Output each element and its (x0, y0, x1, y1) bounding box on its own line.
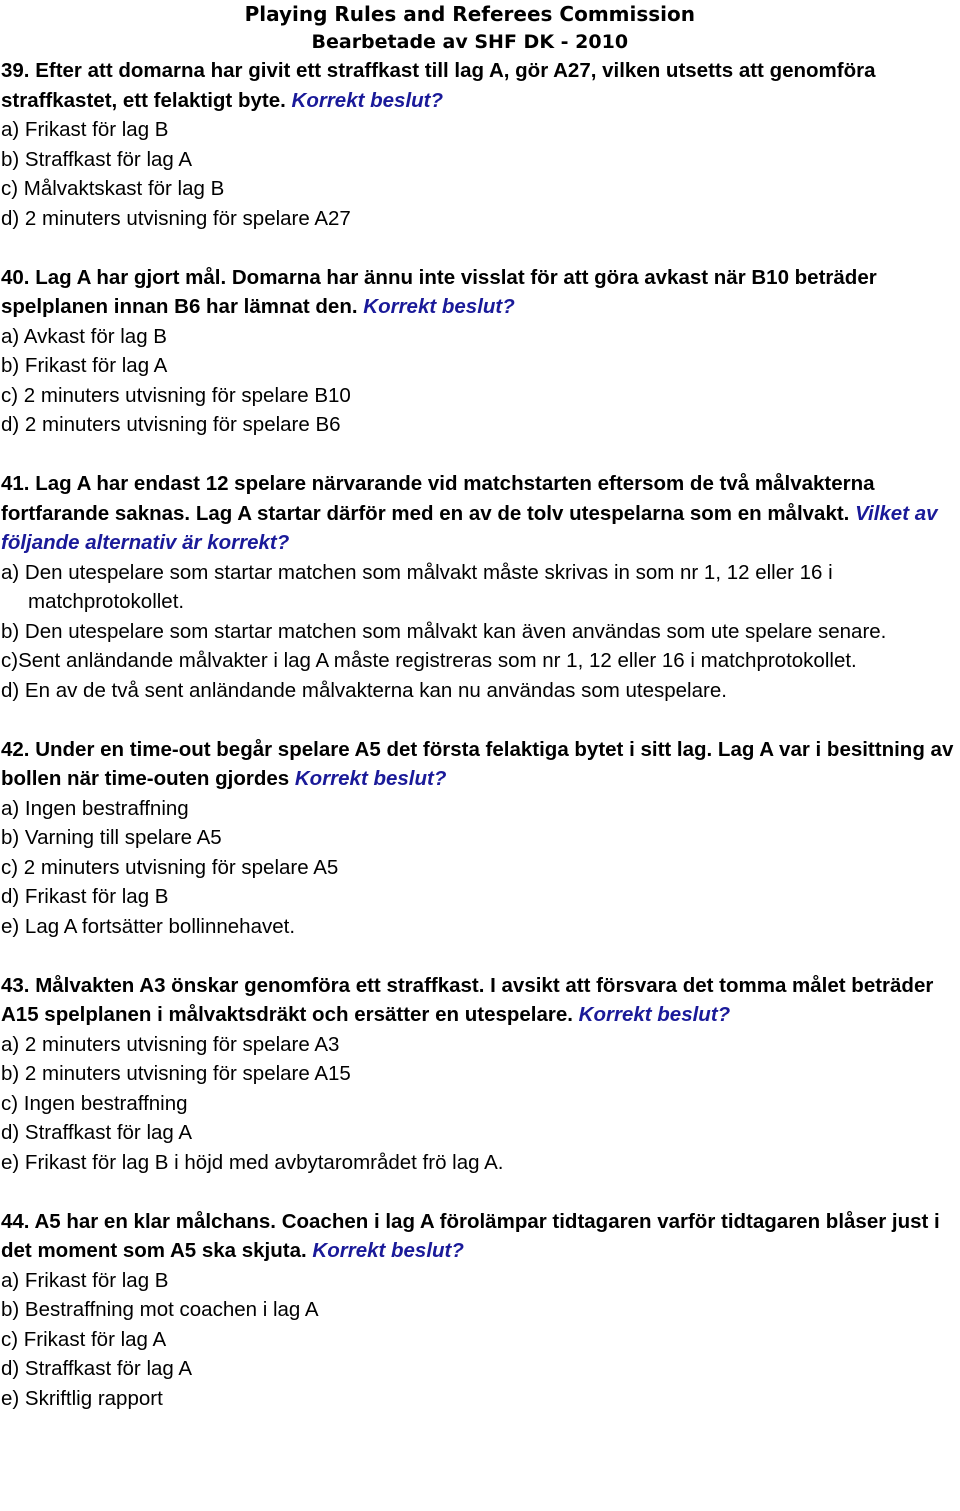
answer-option: b) Frikast för lag A (1, 354, 168, 377)
question-statement: Under en time-out begår spelare A5 det första felaktiga bytet i sitt lag. Lag A var i besittning av bollen när time-outen gjordes (1, 737, 954, 790)
question-prompt: Korrekt beslut? (291, 88, 444, 112)
question-text (1, 971, 956, 1030)
question-prompt: Korrekt beslut? (312, 1239, 464, 1262)
question-block (1, 971, 956, 1178)
answer-option: c) 2 minuters utvisning för spelare A5 (1, 855, 339, 879)
question-statement: Målvakten A3 önskar genomföra ett straffkast. I avsikt att försvara det tomma målet beträder A15 spelplanen i målvaktsdräkt och ersätter en utespelare. (1, 973, 934, 1026)
answer-option: c) Ingen bestraffning (1, 1091, 188, 1115)
answer-option: b) Den utespelare som startar matchen som målvakt kan även användas som ute spelare senare. (1, 619, 887, 643)
answer-option: b) Varning till spelare A5 (1, 826, 222, 849)
answer-option: c) Målvaktskast för lag B (1, 177, 225, 200)
answer-option: d) Frikast för lag B (1, 885, 169, 908)
question-block (1, 469, 956, 705)
page-header (245, 0, 695, 56)
answer-option: e) Lag A fortsätter bollinnehavet. (1, 914, 296, 938)
question-prompt: Korrekt beslut? (363, 295, 515, 318)
answer-option: a) Ingen bestraffning (1, 796, 189, 820)
answer-option: d) Straffkast för lag A (1, 1121, 193, 1144)
question-statement: Lag A har endast 12 spelare närvarande vid matchstarten eftersom de två målvakterna fortfarande saknas. Lag A startar därför med en av de tolv utespelarna som en målvakt. (1, 472, 875, 525)
question-text (1, 735, 956, 794)
answer-option: a) Avkast för lag B (1, 324, 167, 348)
question-number: 41. (1, 472, 30, 495)
answer-option: a) 2 minuters utvisning för spelare A3 (1, 1032, 340, 1056)
answer-option: d) 2 minuters utvisning för spelare B6 (1, 413, 341, 436)
question-number: 43. (1, 973, 30, 997)
answer-option: e) Skriftlig rapport (1, 1386, 163, 1410)
answer-option: a) Frikast för lag B (1, 1268, 169, 1292)
answer-option: b) Bestraffning mot coachen i lag A (1, 1298, 319, 1321)
question-block (1, 1207, 956, 1414)
header-subtitle: Bearbetade av SHF DK - 2010 (311, 31, 629, 53)
answer-option: d) Straffkast för lag A (1, 1357, 193, 1380)
answer-option: c) 2 minuters utvisning för spelare B10 (1, 383, 351, 407)
answer-option: d) En av de två sent anländande målvakterna kan nu användas som utespelare. (1, 678, 727, 702)
answer-option: a) Frikast för lag B (1, 118, 169, 141)
question-prompt: Korrekt beslut? (578, 1003, 731, 1026)
answer-option: d) 2 minuters utvisning för spelare A27 (1, 206, 351, 230)
question-text (1, 56, 956, 115)
question-number: 42. (1, 737, 30, 761)
question-block (1, 56, 956, 233)
question-number: 40. (1, 265, 30, 289)
question-text (1, 1207, 956, 1266)
question-block (1, 735, 956, 942)
question-number: 44. (1, 1209, 30, 1233)
question-statement: Efter att domarna har givit ett straffkast till lag A, gör A27, vilken utsetts att genomföra straffkastet, ett felaktigt byte. (1, 59, 876, 112)
answer-option: b) 2 minuters utvisning för spelare A15 (1, 1062, 351, 1085)
answer-option: a) Den utespelare som startar matchen som målvakt måste skrivas in som nr 1, 12 eller 16 i matchprotokollet. (1, 560, 833, 613)
question-text (1, 263, 956, 322)
question-list (1, 56, 956, 1443)
question-prompt: Vilket av följande alternativ är korrekt? (1, 501, 938, 554)
question-statement: A5 har en klar målchans. Coachen i lag A förolämpar tidtagaren varför tidtagaren blåser just i det moment som A5 ska skjuta. (1, 1209, 940, 1262)
question-number: 39. (1, 59, 30, 82)
answer-option: c)Sent anländande målvakter i lag A måste registreras som nr 1, 12 eller 16 i matchprotokollet. (1, 649, 857, 672)
answer-option: b) Straffkast för lag A (1, 147, 193, 171)
question-prompt: Korrekt beslut? (294, 767, 447, 790)
question-statement: Lag A har gjort mål. Domarna har ännu inte visslat för att göra avkast när B10 beträder spelplanen innan B6 har lämnat den. (1, 265, 877, 318)
answer-option: c) Frikast för lag A (1, 1327, 167, 1351)
question-block (1, 263, 956, 440)
answer-option: e) Frikast för lag B i höjd med avbytarområdet frö lag A. (1, 1150, 504, 1174)
header-title: Playing Rules and Referees Commission (244, 2, 695, 26)
question-text (1, 469, 956, 558)
